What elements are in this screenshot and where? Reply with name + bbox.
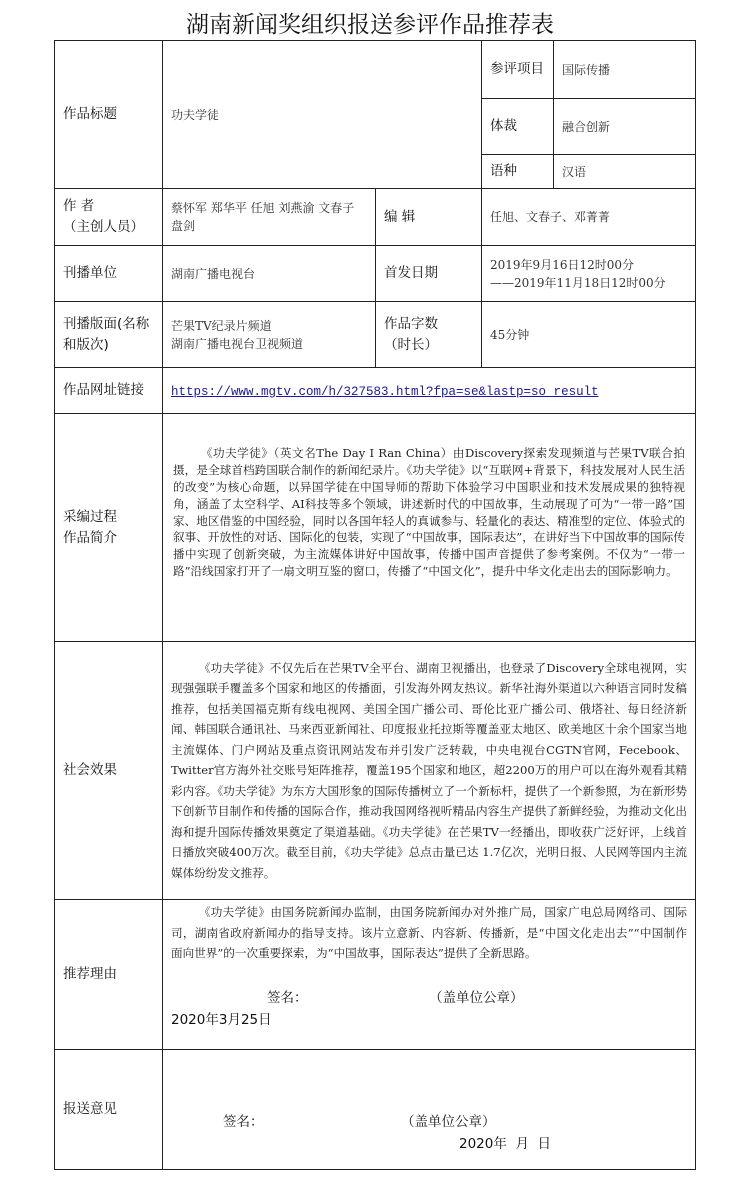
effect-label-cell [55,642,163,900]
page-title: 湖南新闻奖组织报送参评作品推荐表 [186,12,554,38]
opinion-date: 2020年 月 日 [459,1136,552,1152]
work-url-link[interactable]: https://www.mgtv.com/h/327583.html?fpa=se&lastp=so_result [171,384,599,399]
process-text: 《功夫学徒》（英文名The Day I Ran China）由Discovery探索发现频道与芒果TV联合拍摄，是全球首档跨国联合制作的新闻纪录片。《功夫学徒》以“互联网+背景下，科技发展对人民生活的改变”为核心命题，以异国学徒在中国导师的帮助下体验学习中国职业和技术发展成果的独特视角，涵盖了太空科学、AI科技等多个领域，讲述新时代的中国故事，生动展现了可为“一带一路”国家、地区借鉴的中国经验，同时以各国年轻人的真诚参与、轻量化的表达、精准型的定位、体验式的叙事、开放性的对话、国际化的包装，实现了“中国故事，国际表达”，在讲好当下中国故事的国际传播中实现了创新突破，为主流媒体讲好中国故事，传播中国声音提供了参考案例。不仅为“一带一路”沿线国家打开了一扇文明互鉴的窗口，传播了“中国文化”，提升中华文化走出去的国际影响力。 [173,446,686,578]
word-count-label: 作品字数 [384,315,438,332]
opinion-seal-label: （盖单位公章） [401,1114,496,1130]
process-label-sub: 作品简介 [63,529,117,546]
url-value-cell [163,368,696,414]
genre-label: 体裁 [490,118,518,134]
recommendation-form-table [54,40,696,1170]
effect-text-cell [163,642,696,900]
category-label: 参评项目 [490,61,545,77]
reason-date: 2020年3月25日 [171,1011,272,1028]
first-date-end: ——2019年11月18日12时00分 [490,275,666,290]
opinion-sign-label: 签名： [223,1114,264,1130]
publisher-value-cell [163,246,376,302]
url-label: 作品网址链接 [63,382,144,398]
word-count-label-cell [376,302,482,368]
category-value: 国际传播 [562,62,611,77]
url-label-cell [55,368,163,414]
author-value: 蔡怀军 郑华平 任旭 刘燕渝 文春子 盘剑 [171,201,355,233]
process-label-cell [55,414,163,642]
reason-seal-label: （盖单位公章） [429,989,524,1006]
publisher-value: 湖南广播电视台 [171,266,256,281]
first-date-label-cell [376,246,482,302]
genre-value: 融合创新 [562,119,611,134]
author-label-cell [55,189,163,246]
author-label: 作 者 [63,198,95,214]
work-title-value-cell [163,41,482,189]
word-count-label-sub: （时长） [384,336,438,353]
edition-value-2: 湖南广播电视台卫视频道 [171,336,304,351]
genre-value-cell [554,99,696,155]
reason-label: 推荐理由 [63,966,117,982]
editor-label: 编 辑 [384,208,416,225]
edition-label: 刊播版面(名称和版次) [63,315,150,353]
language-label: 语种 [490,163,518,179]
editor-value: 任旭、文春子、邓菁菁 [490,210,611,224]
publisher-label: 刊播单位 [63,265,117,281]
opinion-label: 报送意见 [63,1101,117,1117]
reason-cell [163,900,696,1050]
author-label-sub: （主创人员） [63,219,144,235]
edition-value-cell [163,302,376,368]
first-date-start: 2019年9月16日12时00分 [490,257,634,272]
effect-label: 社会效果 [63,762,117,778]
editor-label-cell [376,189,482,246]
first-date-value-cell [482,246,696,302]
effect-text: 《功夫学徒》不仅先后在芒果TV全平台、湖南卫视播出，也登录了Discovery全球电视网，实现强强联手覆盖多个国家和地区的传播面，引发海外网友热议。新华社海外渠道以六种语言同时发稿推荐，包括美国福克斯有线电视网、美国全国广播公司、哥伦比亚广播公司、俄塔社、每日经济新闻、韩国联合通讯社、马来西亚新闻社、印度报业托拉斯等覆盖亚太地区、欧美地区十余个国家当地主流媒体、门户网站及重点资讯网站发布并引发广泛转载，中央电视台CGTN官网，Fecebook、Twitter官方海外社交账号矩阵推荐，覆盖195个国家和地区，超2200万的用户可以在海外观看其精彩内容。《功夫学徒》为东方大国形象的国际传播树立了一个新标杆，提供了一个新参照，为在新形势下创新节目制作和传播的国际合作，推动我国网络视听精品内容生产提供了新鲜经验，为推动文化出海和提升国际传播效果奠定了渠道基础。《功夫学徒》在芒果TV一经播出，即收获广泛好评，上线首日播放突破400万次。截至目前，《功夫学徒》总点击量已达 1.7亿次，光明日报、人民网等国内主流媒体纷纷发文推荐。 [171,660,688,880]
author-value-cell [163,189,376,246]
publisher-label-cell [55,246,163,302]
work-title-label-cell [55,41,163,189]
editor-value-cell [482,189,696,246]
language-label-cell [482,155,554,189]
reason-sign-label: 签名： [267,989,308,1006]
language-value: 汉语 [562,164,587,179]
word-count-value-cell [482,302,696,368]
process-text-cell [163,414,696,642]
edition-label-cell [55,302,163,368]
genre-label-cell [482,99,554,155]
category-label-cell [482,41,554,99]
first-date-label: 首发日期 [384,265,438,281]
work-title-value: 功夫学徒 [171,107,220,122]
language-value-cell [554,155,696,189]
edition-value-1: 芒果TV纪录片频道 [171,318,272,333]
opinion-label-cell [55,1050,163,1170]
word-count-value: 45分钟 [490,327,530,342]
reason-text: 《功夫学徒》由国务院新闻办监制，由国务院新闻办对外推广局，国家广电总局网络司、国际司，湖南省政府新闻办的指导支持。该片立意新、内容新、传播新，是“中国文化走出去”“中国制作面向世界”的一次重要探索，为“中国故事，国际表达”提供了全新思路。 [171,905,688,960]
reason-label-cell [55,900,163,1050]
category-value-cell [554,41,696,99]
opinion-cell [163,1050,696,1170]
process-label: 采编过程 [63,508,117,525]
work-title-label: 作品标题 [63,106,117,122]
